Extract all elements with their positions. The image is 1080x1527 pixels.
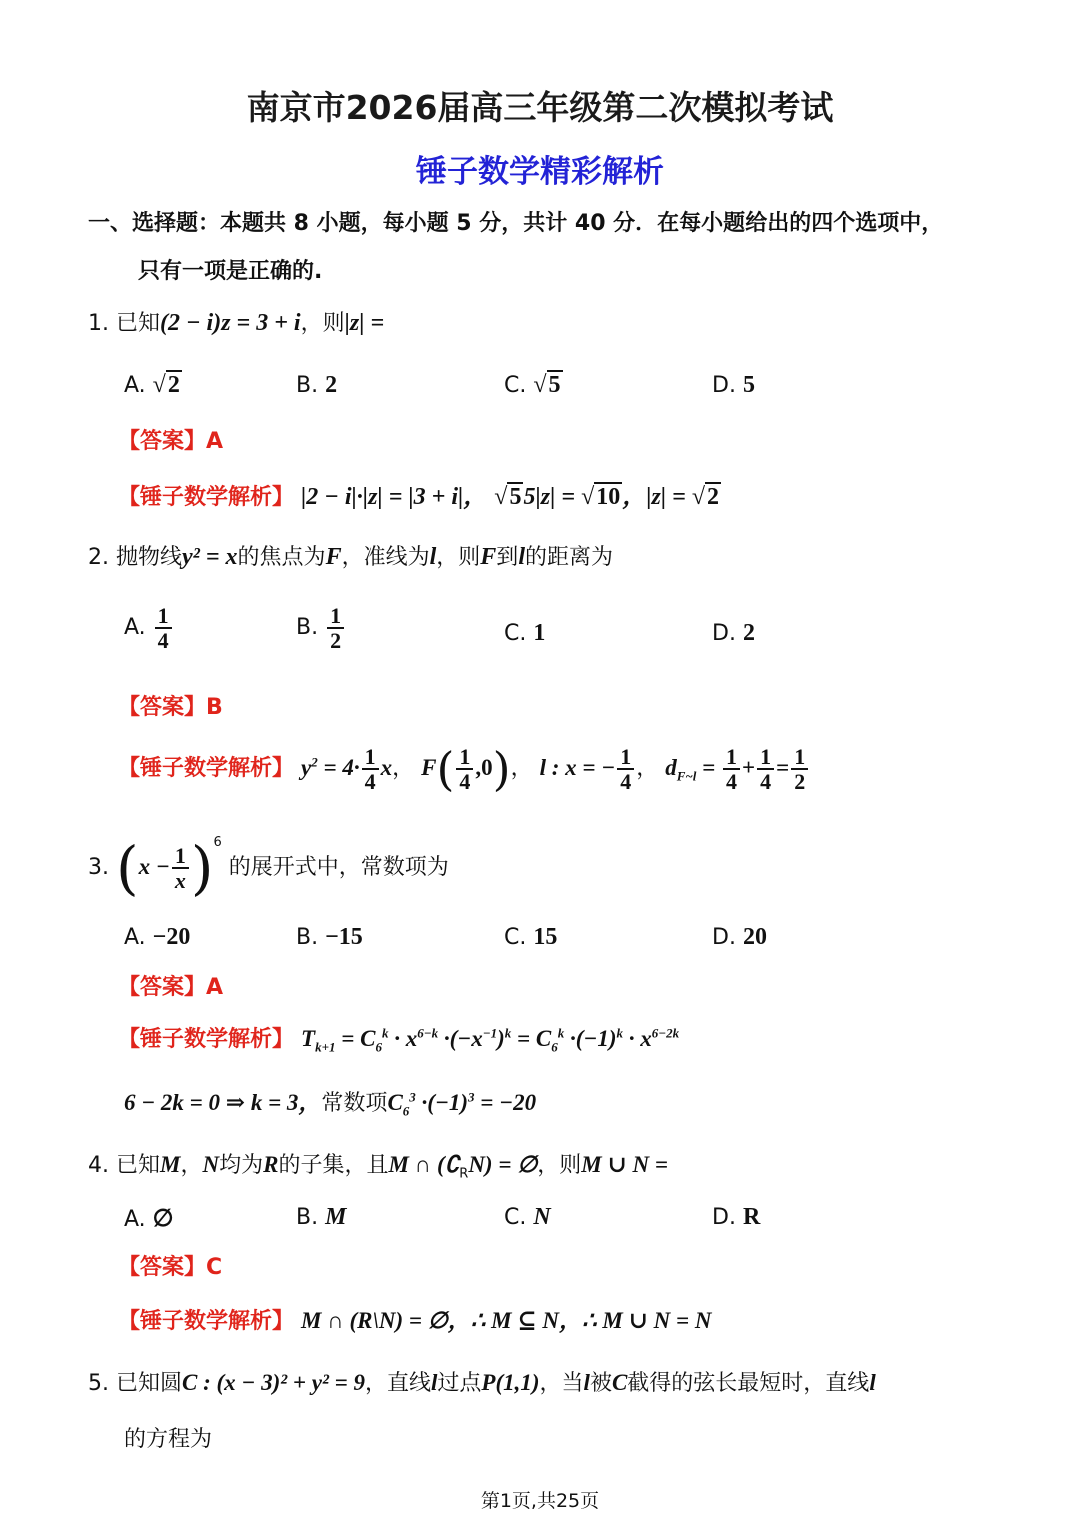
answer-2: 【答案】B	[118, 695, 223, 720]
answer-4: 【答案】C	[118, 1255, 223, 1280]
option-d: D. R	[712, 1204, 761, 1230]
section-heading: 一、选择题：本题共 8 小题，每小题 5 分，共计 40 分．在每小题给出的四个选项中，	[88, 211, 944, 236]
option-c: C. 15	[504, 924, 558, 950]
analysis-4: 【锤子数学解析】 M ∩ (R\N) = ∅，∴ M ⊆ N，∴ M ∪ N = N	[118, 1308, 712, 1334]
question-2: 2. 抛物线y² = x的焦点为F，准线为l，则F到l的距离为	[88, 544, 613, 570]
option-b: B. 2	[296, 372, 338, 398]
question-number: 3.	[88, 855, 109, 880]
question-number: 5.	[88, 1371, 109, 1396]
page-subtitle: 锤子数学精彩解析	[416, 154, 664, 190]
question-5: 5. 已知圆C : (x − 3)² + y² = 9，直线l过点P(1,1)，当l被C截得的弦长最短时，直线l	[88, 1370, 876, 1396]
question-number: 4.	[88, 1153, 109, 1178]
option-a: A. √2	[124, 372, 180, 398]
analysis-2: 【锤子数学解析】 $y^2 = 4\cdot$ $\frac{1}{4}$ x， F( $\frac{1}{4}$ ,0)， l : x = − $\frac{1}{4}$ ， $d_{F\sim l}$ = $\frac{1}{4}$ + $\frac{1}{4}$ = $\frac{1}{2}$	[118, 742, 810, 796]
option-d: D. 20	[712, 924, 767, 950]
question-1: 1. 已知(2 − i)z = 3 + i，则|z| =	[88, 310, 385, 336]
option-b: B. $\frac{1}{2}$	[296, 604, 346, 652]
page-footer: 第1页,共25页	[480, 1490, 600, 1512]
question-5-cont: 的方程为	[124, 1427, 213, 1452]
option-a: A. −20	[124, 924, 191, 950]
section-heading-cont: 只有一项是正确的.	[138, 259, 323, 284]
option-b: B. M	[296, 1204, 347, 1230]
question-4: 4. 已知M，N均为R的子集，且M ∩ $(∁_RN)$ = ∅，则M ∪ N =	[88, 1152, 668, 1182]
analysis-1: 【锤子数学解析】 |2 − i|·|z| = |3 + i|， √55|z| = √10，|z| = √2	[118, 484, 719, 510]
analysis-3: 【锤子数学解析】 $T_{k+1} = C_6^k \cdot x^{6-k} \cdot(-x^{-1})^k = C_6^k \cdot(-1)^k \cdot x^{6-2k}$	[118, 1025, 680, 1055]
option-a: A. $\frac{1}{4}$	[124, 604, 174, 652]
option-a: A. ∅	[124, 1206, 174, 1232]
question-number: 1.	[88, 311, 109, 336]
option-d: D. 5	[712, 372, 755, 398]
option-c: C. N	[504, 1204, 551, 1230]
math-expr: (2 − i)z = 3 + i	[160, 310, 301, 336]
option-b: B. −15	[296, 924, 363, 950]
answer-3: 【答案】A	[118, 975, 224, 1000]
answer-1: 【答案】A	[118, 429, 224, 454]
option-c: C. 1	[504, 620, 546, 646]
question-number: 2.	[88, 545, 109, 570]
option-d: D. 2	[712, 620, 755, 646]
option-c: C. √5	[504, 372, 561, 398]
analysis-3-cont: 6 − 2k = 0 ⇒ k = 3，常数项$C_6^3 \cdot(-1)^3 = -20$	[124, 1089, 537, 1119]
question-3: 3. (x − $\frac{1}{x}$ )$^6$ 的展开式中，常数项为	[88, 834, 449, 902]
page-title: 南京市2026届高三年级第二次模拟考试	[246, 88, 834, 127]
